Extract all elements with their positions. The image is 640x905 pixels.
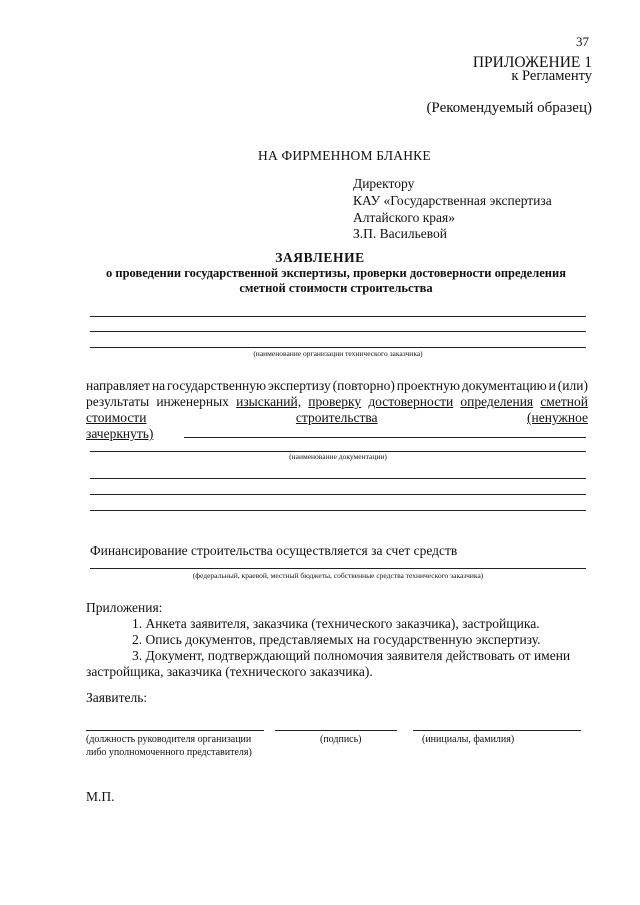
attachments-heading: Приложения: [86, 600, 163, 615]
body-line-4-fill[interactable] [184, 437, 586, 438]
doc-name-line-3[interactable] [90, 494, 586, 495]
doc-name-caption: (наименование документации) [289, 452, 387, 461]
body-line-4: зачеркнуть) [86, 426, 154, 441]
appendix-reference: к Регламенту [511, 68, 592, 84]
appendix-title: ПРИЛОЖЕНИЕ 1 [472, 54, 592, 71]
attachment-item-2: 2. Опись документов, представляемых на государственную экспертизу. [132, 632, 541, 647]
recommended-sample-note: (Рекомендуемый образец) [426, 100, 592, 116]
financing-text: Финансирование строительства осуществляется за счет средств [90, 543, 458, 558]
position-signature-line[interactable] [86, 730, 264, 731]
financing-line[interactable] [90, 568, 586, 569]
attachment-item-3: 3. Документ, подтверждающий полномочия заявителя действовать от имени [132, 648, 571, 663]
page-number: 37 [576, 34, 589, 49]
doc-name-line-4[interactable] [90, 510, 586, 511]
position-caption-2: либо уполномоченного представителя) [86, 747, 252, 758]
position-caption-1: (должность руководителя организации [86, 734, 252, 745]
org-name-caption: (наименование организации технического заказчика) [253, 349, 423, 358]
financing-caption: (федеральный, краевой, местный бюджеты, собственные средства технического заказчика) [192, 571, 484, 580]
signature-line[interactable] [275, 730, 397, 731]
letterhead-note: НА ФИРМЕННОМ БЛАНКЕ [258, 148, 431, 163]
body-line-3: стоимости строительства (ненужное [86, 410, 588, 425]
applicant-label: Заявитель: [86, 690, 148, 705]
addressee-line-2: КАУ «Государственная экспертиза [353, 193, 552, 208]
document-title: ЗАЯВЛЕНИЕ [275, 250, 365, 265]
doc-name-line-2[interactable] [90, 478, 586, 479]
subject-line-2: сметной стоимости строительства [239, 281, 433, 295]
attachment-item-3-cont: застройщика, заказчика (технического заказчика). [86, 664, 373, 679]
attachment-item-1: 1. Анкета заявителя, заказчика (технического заказчика), застройщика. [132, 616, 540, 631]
name-signature-line[interactable] [413, 730, 581, 731]
body-line-1: направляет на государственную экспертизу (повторно) проектную документацию и (или) [86, 378, 588, 393]
org-name-line-2[interactable] [90, 331, 586, 332]
signature-caption: (подпись) [320, 734, 362, 745]
org-name-line-3[interactable] [90, 347, 586, 348]
name-caption: (инициалы, фамилия) [422, 734, 515, 745]
body-paragraph [86, 378, 588, 442]
stamp-placeholder: М.П. [86, 789, 115, 804]
org-name-line-1[interactable] [90, 316, 586, 317]
subject-line-1: о проведении государственной экспертизы, проверки достоверности определения [106, 266, 566, 280]
addressee-line-3: Алтайского края» [353, 210, 455, 225]
addressee-line-4: З.П. Васильевой [353, 226, 447, 241]
addressee-line-1: Директору [353, 176, 415, 191]
body-line-2: результаты инженерных изысканий, проверку достоверности определения сметной [86, 394, 588, 409]
